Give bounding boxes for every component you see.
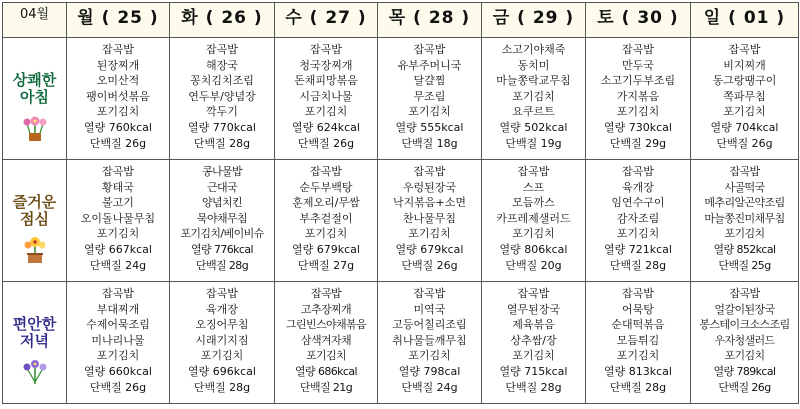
- lunch-thu-cell: [378, 160, 482, 282]
- dinner-tue-cell: [170, 282, 275, 404]
- breakfast-mon-cell: [67, 38, 170, 160]
- menu-item: 우자청샐러드: [714, 333, 775, 347]
- menu-item: 잡곡밥: [102, 287, 134, 300]
- day-header-tue: 화 ( 26 ): [170, 3, 275, 38]
- day-header-sat: 토 ( 30 ): [586, 3, 691, 38]
- menu-item: 상추쌈/장: [510, 333, 557, 347]
- menu-item: 육개장: [622, 180, 654, 194]
- menu-item: 미나리나물: [91, 333, 145, 347]
- menu-item: 잡곡밥: [206, 287, 238, 300]
- menu-item: 비지찌개: [723, 58, 766, 72]
- day-header-mon: 월 ( 25 ): [67, 3, 170, 38]
- breakfast-label-line1: 상쾌한: [12, 71, 57, 89]
- breakfast-wed-cell: [275, 38, 378, 160]
- menu-item: 메추리알곤약조림: [704, 196, 785, 210]
- menu-item: 잡곡밥: [102, 165, 134, 178]
- menu-item: 포기김치: [304, 105, 348, 119]
- menu-item: 잡곡밥: [310, 165, 342, 178]
- menu-item: 포기김치: [723, 105, 766, 119]
- menu-item: 포기김치/베이비슈: [180, 227, 264, 241]
- flower-pot-yellow-icon: [20, 234, 50, 264]
- menu-item: 수제어묵조림: [86, 318, 150, 332]
- menu-item: 열량 686kcal: [295, 364, 357, 378]
- menu-item: 연두부/양념장: [188, 89, 256, 103]
- weekly-menu-table: [2, 2, 799, 404]
- breakfast-thu-cell: [378, 38, 482, 160]
- menu-item: 마늘쫑진미채무침: [704, 211, 785, 225]
- menu-item: 콩나물밥: [201, 165, 243, 178]
- menu-item: 잡곡밥: [206, 43, 238, 56]
- menu-item: 시래기지짐: [195, 333, 249, 347]
- menu-item: 열량 721kcal: [604, 242, 672, 256]
- day-header-sun: 일 ( 01 ): [691, 3, 799, 38]
- lunch-label-line1: 즐거운: [12, 193, 57, 211]
- menu-item: 열량 852kcal: [713, 242, 776, 256]
- menu-item: 돈채피망볶음: [294, 74, 358, 88]
- menu-item: 제육볶음: [512, 318, 555, 332]
- menu-item: 포기김치: [616, 349, 660, 363]
- dinner-thu-cell: [378, 282, 482, 404]
- menu-item: 된장찌개: [96, 58, 140, 72]
- menu-item: 우렁된장국: [402, 180, 457, 194]
- menu-item: 잡곡밥: [102, 43, 134, 56]
- dinner-fri-cell: [482, 282, 586, 404]
- menu-item: 잡곡밥: [622, 165, 654, 178]
- menu-item: 단백질 26g: [401, 258, 458, 272]
- menu-item: 열량 696kcal: [188, 364, 256, 378]
- day-header-thu: 목 ( 28 ): [378, 3, 482, 38]
- menu-item: 소고기두부조림: [600, 74, 676, 88]
- menu-item: 열량 667kcal: [84, 242, 152, 256]
- lunch-tue-cell: [170, 160, 275, 282]
- menu-item: 열량 704kcal: [710, 120, 779, 134]
- menu-item: 단백질 20g: [505, 258, 562, 272]
- menu-item: 황태국: [102, 180, 134, 194]
- menu-item: 포기김치: [96, 349, 140, 363]
- menu-item: 단백질 26g: [297, 136, 355, 150]
- menu-item: 단백질 26g: [718, 380, 771, 394]
- menu-item: 달걀찜: [413, 74, 446, 88]
- menu-item: 잡곡밥: [622, 43, 654, 56]
- menu-item: 열량 770kcal: [188, 120, 256, 134]
- menu-item: 단백질 28g: [609, 258, 667, 272]
- menu-item: 사골떡국: [724, 180, 765, 194]
- dinner-label-line1: 편안한: [12, 315, 57, 333]
- dinner-row: [3, 282, 799, 404]
- menu-item: 단백질 27g: [297, 258, 355, 272]
- menu-item: 열량 624kcal: [292, 120, 360, 134]
- menu-item: 양념치킨: [201, 196, 243, 210]
- menu-item: 열량 679kcal: [395, 242, 464, 256]
- menu-item: 무조림: [413, 89, 446, 103]
- menu-item: 가지볶음: [616, 89, 660, 103]
- menu-item: 어묵탕: [622, 302, 654, 316]
- menu-item: 포기김치: [616, 105, 660, 119]
- menu-item: 오이돌나물무침: [80, 211, 156, 225]
- breakfast-fri-cell: [482, 38, 586, 160]
- menu-item: 단백질 28g: [193, 136, 251, 150]
- menu-item: 쪽파무침: [723, 89, 766, 103]
- menu-item: 모듬튀김: [616, 333, 660, 347]
- menu-item: 포기김치: [96, 105, 140, 119]
- menu-item: 포기김치: [408, 227, 451, 241]
- menu-item: 포기김치: [512, 227, 555, 241]
- menu-item: 단백질 26g: [89, 136, 147, 150]
- menu-item: 근대국: [206, 180, 238, 194]
- menu-item: 묵야채무침: [196, 211, 248, 225]
- menu-item: 포기김치: [408, 349, 451, 363]
- breakfast-label-cell: [3, 38, 67, 160]
- menu-item: 잡곡밥: [729, 287, 760, 300]
- menu-item: 마늘쫑락교무침: [496, 74, 571, 88]
- flower-pot-purple-icon: [20, 356, 50, 386]
- menu-item: 잡곡밥: [517, 165, 550, 178]
- menu-item: 열량 502kcal: [499, 120, 568, 134]
- header-row: [3, 3, 799, 38]
- lunch-row: [3, 160, 799, 282]
- menu-item: 포기김치: [724, 227, 765, 241]
- breakfast-sat-cell: [586, 38, 691, 160]
- menu-item: 포기김치: [200, 349, 244, 363]
- menu-item: 낙지볶음+소면: [393, 196, 466, 210]
- day-header-fri: 금 ( 29 ): [482, 3, 586, 38]
- menu-item: 스프: [522, 180, 545, 194]
- menu-item: 고추장찌개: [300, 302, 352, 316]
- menu-item: 단백질 29g: [609, 136, 667, 150]
- lunch-wed-cell: [275, 160, 378, 282]
- menu-item: 얼갈이된장국: [714, 302, 775, 316]
- menu-item: 시금치나물: [299, 89, 353, 103]
- menu-item: 포기김치: [305, 349, 347, 363]
- lunch-mon-cell: [67, 160, 170, 282]
- lunch-fri-cell: [482, 160, 586, 282]
- day-header-wed: 수 ( 27 ): [275, 3, 378, 38]
- menu-item: 열량 555kcal: [395, 120, 464, 134]
- menu-item: 포기김치: [616, 227, 660, 241]
- menu-item: 포기김치: [512, 89, 555, 103]
- menu-item: 임연수구이: [611, 196, 665, 210]
- menu-item: 열량 679kcal: [292, 242, 360, 256]
- menu-item: 단백질 26g: [716, 136, 773, 150]
- lunch-label-cell: [3, 160, 67, 282]
- menu-item: 잡곡밥: [413, 165, 446, 178]
- menu-item: 열량 730kcal: [604, 120, 672, 134]
- menu-item: 카프레제샐러드: [496, 211, 571, 225]
- dinner-sun-cell: [691, 282, 799, 404]
- menu-item: 단백질 28g: [195, 258, 249, 272]
- menu-item: 모듬까스: [512, 196, 555, 210]
- menu-item: 단백질 25g: [718, 258, 771, 272]
- menu-item: 순두부백탕: [299, 180, 353, 194]
- menu-item: 잡곡밥: [413, 287, 446, 300]
- menu-item: 팽이버섯볶음: [86, 89, 150, 103]
- flower-pot-pink-icon: [20, 112, 50, 142]
- dinner-label-cell: [3, 282, 67, 404]
- menu-item: 동치미: [517, 58, 550, 72]
- menu-item: 오미산적: [96, 74, 140, 88]
- menu-item: 만두국: [622, 58, 654, 72]
- menu-item: 열량 760kcal: [84, 120, 152, 134]
- menu-item: 해장국: [206, 58, 238, 72]
- menu-item: 열량 789kcal: [713, 364, 776, 378]
- dinner-wed-cell: [275, 282, 378, 404]
- menu-item: 고등어칠리조림: [392, 318, 467, 332]
- month-label: 04월: [3, 3, 67, 38]
- menu-item: 열량 715kcal: [499, 364, 568, 378]
- menu-item: 훈제오리/무쌈: [292, 196, 360, 210]
- menu-item: 미역국: [413, 302, 446, 316]
- menu-item: 잡곡밥: [728, 43, 761, 56]
- menu-item: 단백질 26g: [89, 380, 147, 394]
- menu-item: 잡곡밥: [310, 43, 342, 56]
- menu-item: 포기김치: [512, 349, 555, 363]
- menu-item: 열량 776kcal: [191, 242, 253, 256]
- menu-item: 잡곡밥: [310, 287, 342, 300]
- menu-item: 단백질 28g: [609, 380, 667, 394]
- menu-item: 유부주머니국: [397, 58, 462, 72]
- menu-item: 단백질 24g: [89, 258, 147, 272]
- menu-item: 요쿠르트: [512, 105, 555, 119]
- menu-item: 깍두기: [206, 105, 238, 119]
- menu-item: 불고기: [102, 196, 134, 210]
- menu-item: 포기김치: [304, 227, 348, 241]
- lunch-sun-cell: [691, 160, 799, 282]
- breakfast-row: [3, 38, 799, 160]
- dinner-sat-cell: [586, 282, 691, 404]
- menu-item: 취나물들깨무침: [392, 333, 467, 347]
- menu-item: 청국장찌개: [299, 58, 353, 72]
- menu-item: 봉스테이크소스조림: [699, 318, 790, 332]
- dinner-label-line2: 저녁: [20, 332, 49, 350]
- menu-item: 잡곡밥: [729, 165, 760, 178]
- menu-item: 잡곡밥: [622, 287, 654, 300]
- menu-item: 단백질 18g: [401, 136, 458, 150]
- menu-item: 찬나물무침: [402, 211, 457, 225]
- menu-item: 잡곡밥: [517, 287, 550, 300]
- menu-item: 단백질 21g: [299, 380, 353, 394]
- menu-item: 순대떡볶음: [611, 318, 665, 332]
- menu-item: 꽁치김치조림: [190, 74, 254, 88]
- menu-item: 단백질 28g: [505, 380, 562, 394]
- menu-item: 육개장: [206, 302, 238, 316]
- dinner-mon-cell: [67, 282, 170, 404]
- menu-item: 부추겉절이: [299, 211, 353, 225]
- menu-item: 열량 660kcal: [84, 364, 152, 378]
- menu-item: 단백질 28g: [193, 380, 251, 394]
- menu-item: 동그랑땡구이: [712, 74, 777, 88]
- menu-item: 감자조림: [616, 211, 660, 225]
- menu-item: 포기김치: [724, 349, 765, 363]
- menu-item: 열량 798cal: [398, 364, 461, 378]
- menu-item: 단백질 19g: [505, 136, 562, 150]
- breakfast-sun-cell: [691, 38, 799, 160]
- menu-item: 포기김치: [96, 227, 140, 241]
- lunch-label-line2: 점심: [20, 210, 49, 228]
- breakfast-label-line2: 아침: [20, 88, 49, 106]
- menu-item: 부대찌개: [96, 302, 140, 316]
- menu-item: 열량 813kcal: [604, 364, 672, 378]
- menu-item: 소고기야채죽: [501, 43, 566, 56]
- menu-item: 열량 806kcal: [499, 242, 568, 256]
- menu-item: 열무된장국: [506, 302, 561, 316]
- menu-item: 단백질 24g: [401, 380, 458, 394]
- menu-item: 오징어무침: [195, 318, 249, 332]
- menu-item: 삼색겨자채: [300, 333, 352, 347]
- menu-item: 그린빈스야채볶음: [285, 318, 367, 332]
- breakfast-tue-cell: [170, 38, 275, 160]
- menu-item: 포기김치: [408, 105, 451, 119]
- menu-item: 잡곡밥: [413, 43, 446, 56]
- lunch-sat-cell: [586, 160, 691, 282]
